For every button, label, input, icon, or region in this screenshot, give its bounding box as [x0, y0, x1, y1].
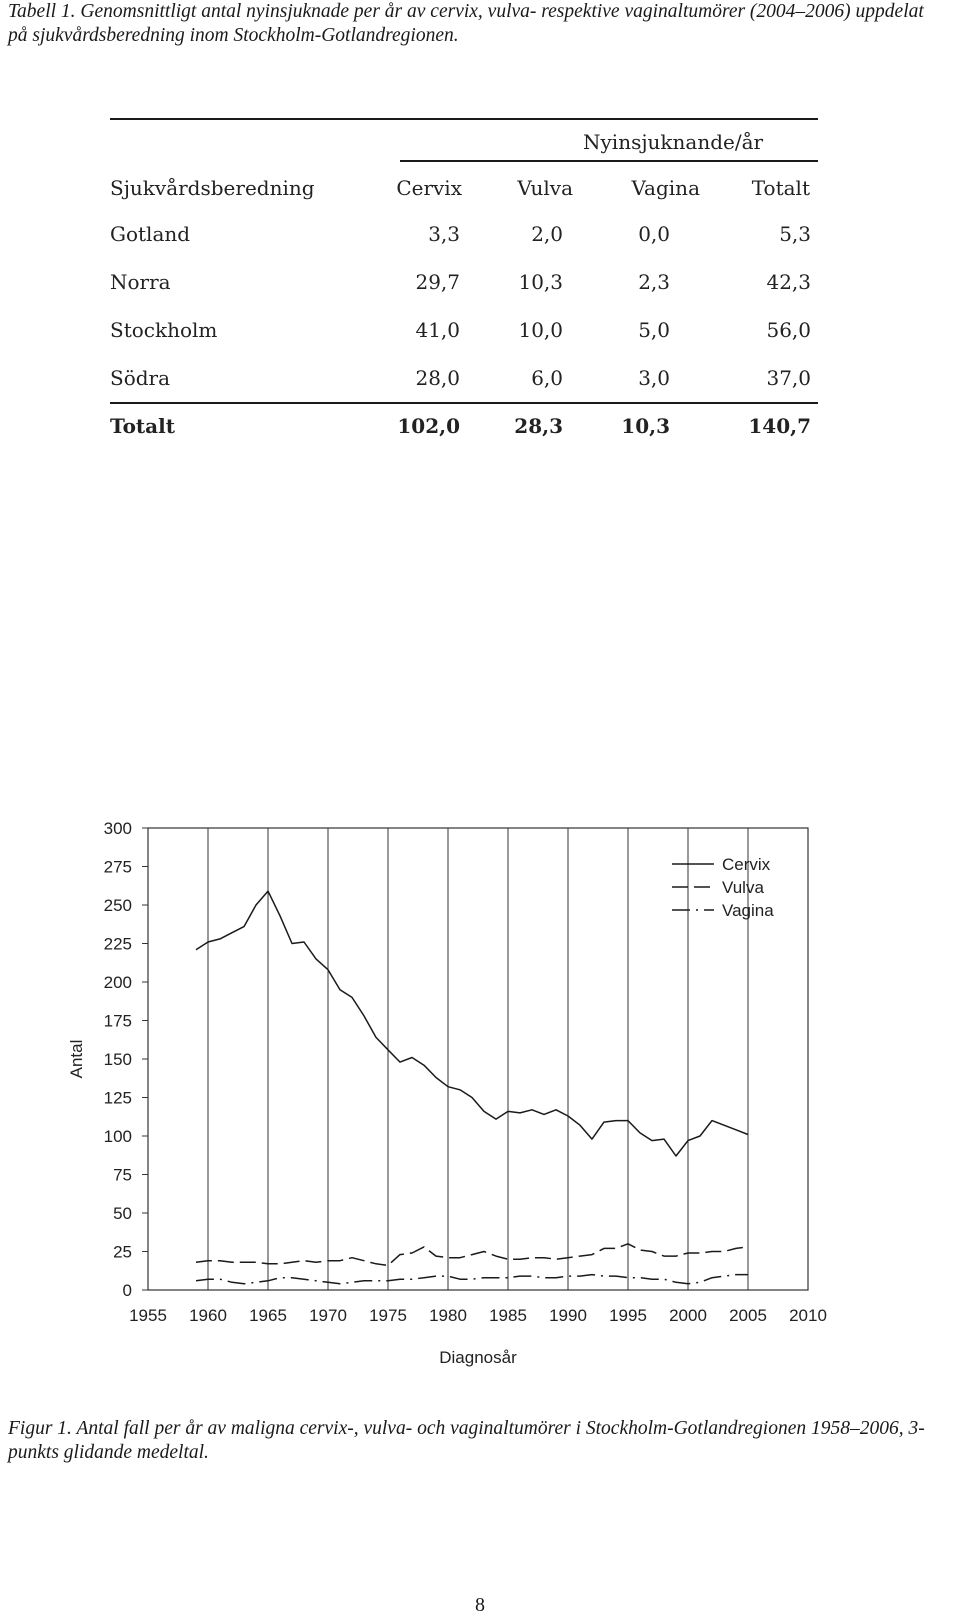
y-tick-label: 50 — [113, 1204, 132, 1223]
x-tick-label: 2000 — [669, 1306, 707, 1325]
column-header-vulva: Vulva — [517, 176, 573, 200]
x-tick-label: 1955 — [129, 1306, 167, 1325]
table-caption — [8, 0, 948, 48]
y-tick-label: 200 — [103, 973, 132, 992]
table-caption-label: Tabell 1. — [8, 1, 76, 22]
series-line-vagina — [196, 1275, 748, 1284]
x-tick-label: 1960 — [189, 1306, 227, 1325]
table-total-cell: 140,7 — [748, 414, 811, 438]
table-total-cell: 28,3 — [514, 414, 563, 438]
legend-label-vagina: Vagina — [722, 901, 774, 920]
table-cell: 37,0 — [766, 366, 811, 390]
page-number: 8 — [475, 1594, 485, 1616]
table-total-label: Totalt — [110, 414, 175, 438]
x-tick-label: 1965 — [249, 1306, 287, 1325]
y-tick-label: 175 — [103, 1011, 132, 1031]
table-cell: 3,3 — [428, 222, 460, 246]
table-row-label: Stockholm — [110, 318, 218, 342]
y-tick-label: 150 — [103, 1050, 132, 1069]
table-top-rule — [110, 118, 818, 120]
column-header-vagina: Vagina — [631, 176, 700, 200]
table-total-rule — [110, 402, 818, 404]
table-cell: 10,3 — [518, 270, 563, 294]
table-cell: 2,0 — [531, 222, 563, 246]
y-tick-label: 25 — [113, 1242, 132, 1262]
figure-caption-label: Figur 1. — [8, 1418, 72, 1439]
x-tick-label: 1970 — [309, 1306, 347, 1325]
series-line-vulva — [196, 1244, 748, 1266]
series-line-cervix — [196, 891, 748, 1156]
table-row-label: Gotland — [110, 222, 191, 246]
y-tick-label: 75 — [113, 1165, 132, 1185]
y-tick-label: 125 — [103, 1088, 132, 1108]
y-tick-label: 0 — [122, 1281, 132, 1300]
figure-caption-text: Antal fall per år av maligna cervix-, vulva- och vaginaltumörer i Stockholm-Gotlandregionen 1958–2006, 3-punkts glidande medeltal. — [8, 1418, 925, 1463]
table-row-label: Norra — [110, 270, 171, 294]
table-cell: 10,0 — [518, 318, 563, 342]
y-tick-label: 100 — [103, 1127, 132, 1146]
table-cell: 5,0 — [638, 318, 670, 342]
table-total-cell: 102,0 — [397, 414, 460, 438]
column-header-region: Sjukvårdsberedning — [110, 176, 315, 200]
table-group-rule — [400, 160, 818, 162]
x-tick-label: 2005 — [729, 1306, 767, 1325]
table-cell: 41,0 — [415, 318, 460, 342]
table-cell: 56,0 — [766, 318, 811, 342]
y-axis-label: Antal — [67, 1039, 86, 1079]
y-tick-label: 275 — [103, 857, 132, 877]
y-tick-label: 250 — [103, 896, 132, 915]
table-row-label: Södra — [110, 366, 171, 390]
x-tick-label: 2010 — [789, 1306, 827, 1325]
column-header-total: Totalt — [751, 176, 810, 200]
table-cell: 3,0 — [638, 366, 670, 390]
table-cell: 28,0 — [415, 366, 460, 390]
legend-label-cervix: Cervix — [722, 855, 771, 874]
table-cell: 29,7 — [415, 270, 460, 294]
table-caption-text: Genomsnittligt antal nyinsjuknade per år av cervix, vulva- respektive vaginaltumörer (2004–2006) uppdelat på sjukvårdsberedning inom Stockholm-Gotlandregionen. — [8, 1, 924, 46]
table-group-header: Nyinsjuknande/år — [583, 130, 764, 154]
figure-caption — [8, 1417, 948, 1465]
table-cell: 42,3 — [766, 270, 811, 294]
table-cell: 0,0 — [638, 222, 670, 246]
legend-label-vulva: Vulva — [722, 878, 764, 897]
table-total-cell: 10,3 — [621, 414, 670, 438]
incidence-line-chart — [0, 819, 960, 1380]
x-tick-label: 1990 — [549, 1306, 587, 1325]
column-header-cervix: Cervix — [396, 176, 462, 200]
table-cell: 2,3 — [638, 270, 670, 294]
x-axis-label: Diagnosår — [439, 1348, 517, 1367]
table-cell: 5,3 — [779, 222, 811, 246]
x-tick-label: 1985 — [489, 1306, 527, 1325]
plot-frame — [148, 828, 808, 1290]
x-tick-label: 1975 — [369, 1306, 407, 1325]
x-tick-label: 1980 — [429, 1306, 467, 1325]
x-tick-label: 1995 — [609, 1306, 647, 1325]
y-tick-label: 225 — [103, 934, 132, 954]
table-cell: 6,0 — [531, 366, 563, 390]
y-tick-label: 300 — [103, 819, 132, 838]
